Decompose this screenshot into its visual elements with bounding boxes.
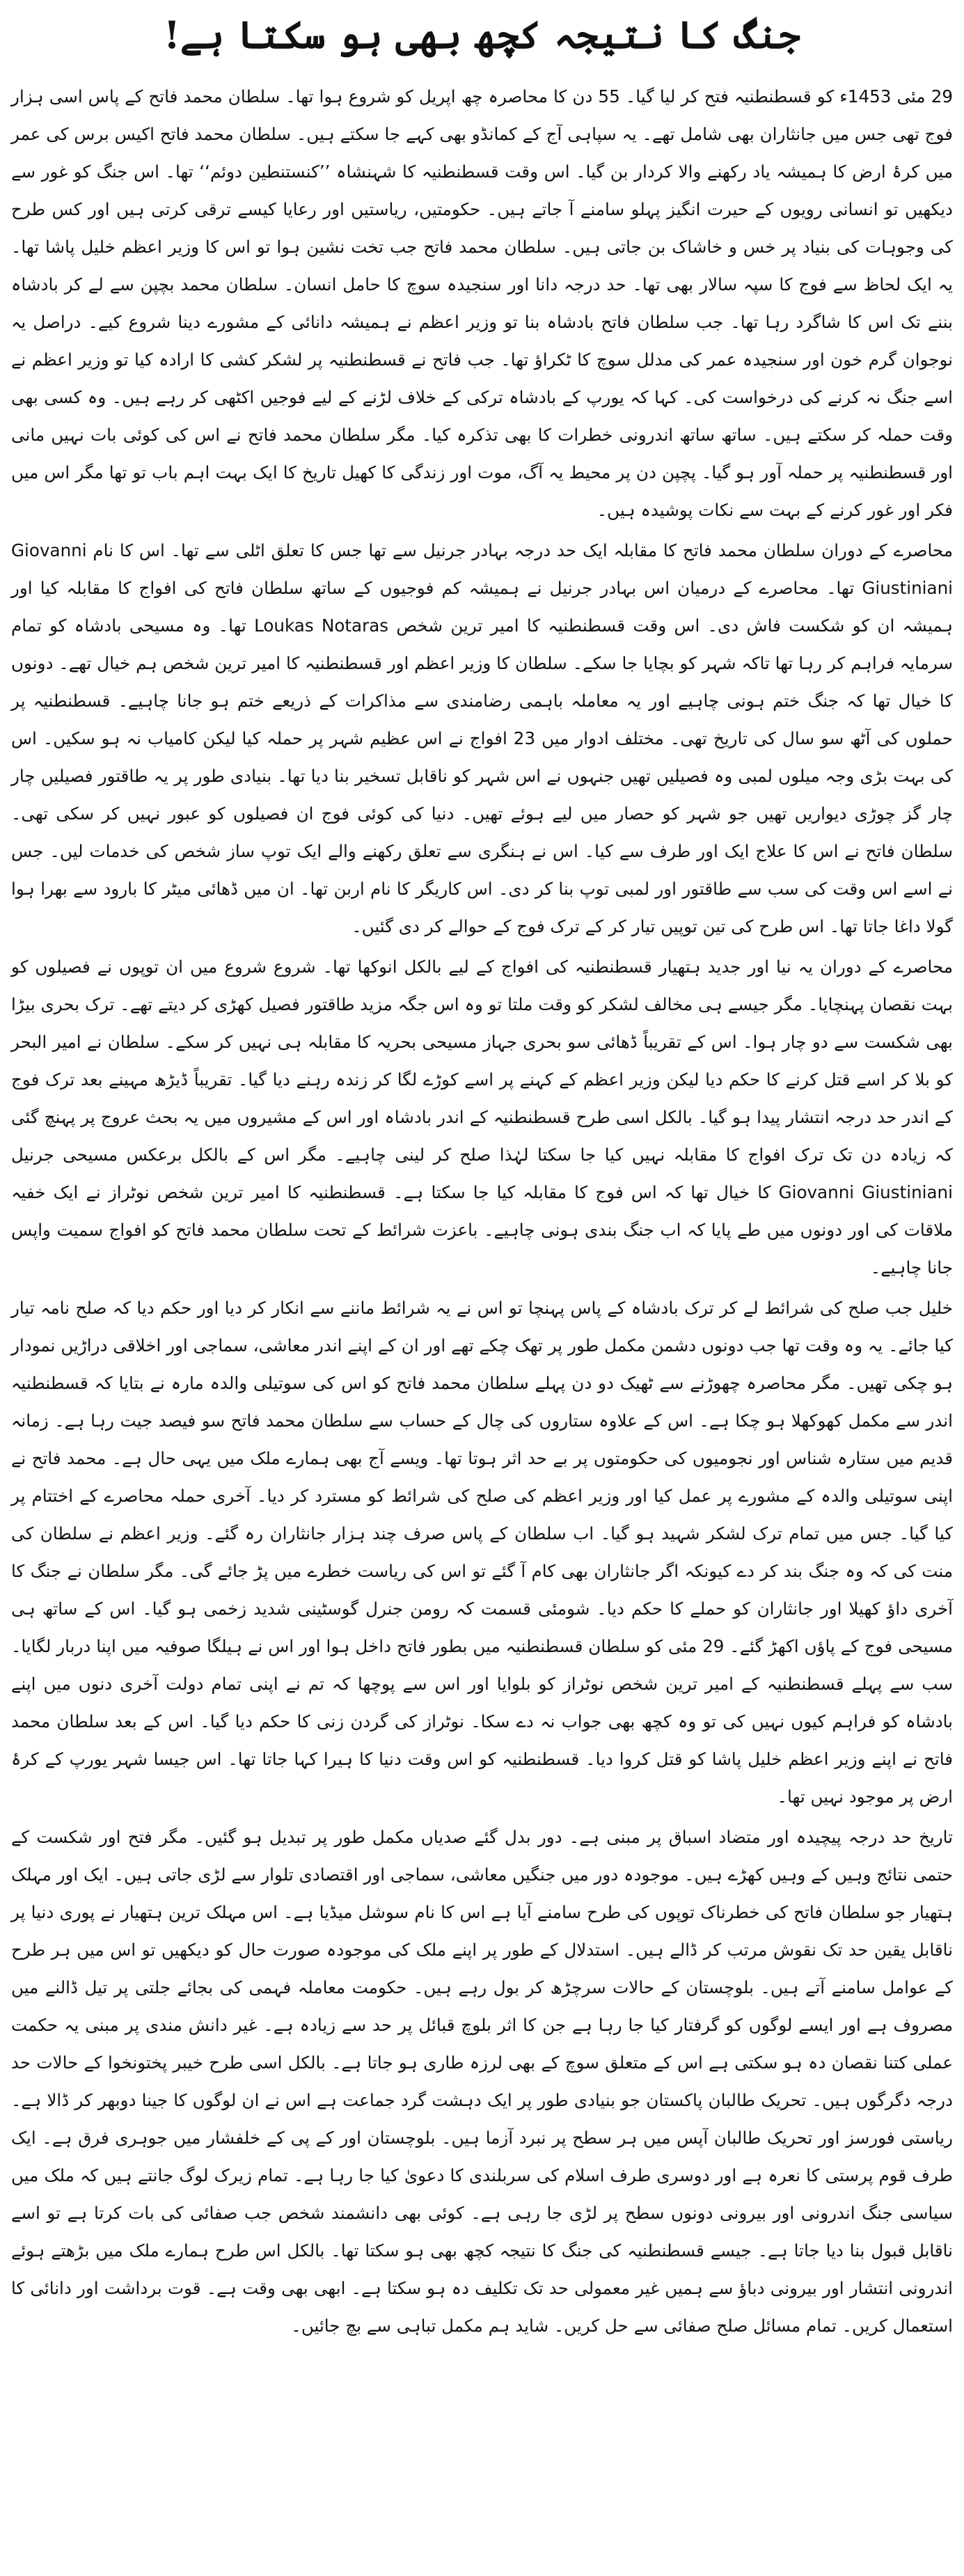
article-paragraph-1: 29 مئی 1453ء کو قسطنطنیہ فتح کر لیا گیا۔ 55 دن کا محاصرہ چھ اپریل کو شروع ہوا تھا۔ سلطان محمد فاتح کے پاس اسی ہزار فوج تھی جس میں جانثاران بھی شامل تھے۔ یہ سپاہی آج کے کمانڈو بھی کہے جا سکتے ہیں۔ سلطان محمد فاتح اکیس برس کی عمر میں کرۂ ارض کا ہمیشہ یاد رکھنے والا کردار بن گیا۔ اس وقت قسطنطنیہ کا شہنشاہ ’’کنستنطین دوئم‘‘ تھا۔ اس جنگ کو غور سے دیکھیں تو انسانی رویوں کے حیرت انگیز پہلو سامنے آ جاتے ہیں۔ حکومتیں، ریاستیں اور رعایا کیسے ترقی کرتی ہیں اور کس طرح کی وجوہات کی بنیاد پر خس و خاشاک بن جاتی ہیں۔ سلطان محمد فاتح جب تخت نشین ہوا تو اس کا وزیر اعظم خلیل پاشا تھا۔ یہ ایک لحاظ سے فوج کا سپہ سالار بھی تھا۔ حد درجہ دانا اور سنجیدہ سوچ کا حامل انسان۔ سلطان محمد بچپن سے لے کر بادشاہ بننے تک اس کا شاگرد رہا تھا۔ جب سلطان فاتح بادشاہ بنا تو وزیر اعظم نے ہمیشہ دانائی کے مشورے دینا شروع کیے۔ دراصل یہ نوجوان گرم خون اور سنجیدہ عمر کی مدلل سوچ کا ٹکراؤ تھا۔ جب فاتح نے قسطنطنیہ پر لشکر کشی کا ارادہ کیا تو وزیر اعظم نے اسے جنگ نہ کرنے کی درخواست کی۔ کہا کہ یورپ کے بادشاہ ترکی کے خلاف لڑنے کے لیے فوجیں اکٹھی کر رہے ہیں۔ وہ کسی بھی وقت حملہ کر سکتے ہیں۔ ساتھ ساتھ اندرونی خطرات کا بھی تذکرہ کیا۔ مگر سلطان محمد فاتح نے اس کی کوئی بات نہیں مانی اور قسطنطنیہ پر حملہ آور ہو گیا۔ پچپن دن پر محیط یہ آگ، موت اور زندگی کا کھیل تاریخ کا ایک بہت اہم باب تو تھا مگر اس میں فکر اور غور کرنے کے بہت سے نکات پوشیدہ ہیں۔ xyxy=(11,86,953,520)
article-paragraph-2: محاصرے کے دوران سلطان محمد فاتح کا مقابلہ ایک حد درجہ بہادر جرنیل سے تھا جس کا تعلق اٹلی سے تھا۔ اس کا نام Giovanni Giustiniani تھا۔ محاصرے کے درمیان اس بہادر جرنیل نے ہمیشہ کم فوجیوں کے ساتھ سلطان فاتح کی افواج کا مقابلہ کیا اور ہمیشہ ان کو شکست فاش دی۔ اس وقت قسطنطنیہ کا امیر ترین شخص Loukas Notaras تھا۔ وہ مسیحی بادشاہ کو تمام سرمایہ فراہم کر رہا تھا تاکہ شہر کو بچایا جا سکے۔ سلطان کا وزیر اعظم اور قسطنطنیہ کا امیر ترین شخص ہم خیال تھے۔ دونوں کا خیال تھا کہ جنگ ختم ہونی چاہیے اور یہ معاملہ باہمی رضامندی سے مذاکرات کے ذریعے ختم ہو جانا چاہیے۔ قسطنطنیہ پر حملوں کی آٹھ سو سال کی تاریخ تھی۔ مختلف ادوار میں 23 افواج نے اس عظیم شہر پر حملہ کیا لیکن کامیاب نہ ہو سکیں۔ اس کی بہت بڑی وجہ میلوں لمبی وہ فصیلیں تھیں جنہوں نے اس شہر کو ناقابل تسخیر بنا دیا تھا۔ بنیادی طور پر یہ طاقتور فصیلیں چار چار گز چوڑی دیواریں تھیں جو شہر کو حصار میں لیے ہوئے تھیں۔ دنیا کی کوئی فوج ان فصیلوں کو عبور نہیں کر سکی تھی۔ سلطان فاتح نے اس کا علاج ایک اور طرف سے کیا۔ اس نے ہنگری سے تعلق رکھنے والے ایک توپ ساز شخص کی خدمات لیں۔ جس نے اسے اس وقت کی سب سے طاقتور اور لمبی توپ بنا کر دی۔ اس کاریگر کا نام اربن تھا۔ ان میں ڈھائی میٹر کا بارود سے بھرا ہوا گولا داغا جاتا تھا۔ اس طرح کی تین توپیں تیار کر کے ترک فوج کے حوالے کر دی گئیں۔ xyxy=(11,540,953,936)
article-paragraph-4: خلیل جب صلح کی شرائط لے کر ترک بادشاہ کے پاس پہنچا تو اس نے یہ شرائط ماننے سے انکار کر دیا اور حکم دیا کہ صلح نامہ تیار کیا جائے۔ یہ وہ وقت تھا جب دونوں دشمن مکمل طور پر تھک چکے تھے اور ان کے اپنے اندر معاشی، سماجی اور اخلاقی دراڑیں نمودار ہو چکی تھیں۔ مگر محاصرہ چھوڑنے سے ٹھیک دو دن پہلے سلطان محمد فاتح کو اس کی سوتیلی والدہ مارہ نے بتایا کہ قسطنطنیہ اندر سے مکمل کھوکھلا ہو چکا ہے۔ اس کے علاوہ ستاروں کی چال کے حساب سے سلطان محمد فاتح سو فیصد جیت رہا ہے۔ زمانہ قدیم میں ستارہ شناس اور نجومیوں کی حکومتوں پر بے حد اثر ہوتا تھا۔ ویسے آج بھی ہمارے ملک میں یہی حال ہے۔ محمد فاتح نے اپنی سوتیلی والدہ کے مشورے پر عمل کیا اور وزیر اعظم کی صلح کی شرائط کو مسترد کر دیا۔ آخری حملہ محاصرے کے اختتام پر کیا گیا۔ جس میں تمام ترک لشکر شہید ہو گیا۔ اب سلطان کے پاس صرف چند ہزار جانثاران رہ گئے۔ وزیر اعظم نے سلطان کی منت کی کہ وہ جنگ بند کر دے کیونکہ اگر جانثاران بھی کام آ گئے تو اس کی ریاست خطرے میں پڑ جائے گی۔ مگر سلطان نے جنگ کا آخری داؤ کھیلا اور جانثاران کو حملے کا حکم دیا۔ شومئی قسمت کہ رومن جنرل گوسٹینی شدید زخمی ہو گیا۔ اس کے ساتھ ہی مسیحی فوج کے پاؤں اکھڑ گئے۔ 29 مئی کو سلطان قسطنطنیہ میں بطور فاتح داخل ہوا اور اس نے ہیلگا صوفیہ میں اپنا دربار لگایا۔ سب سے پہلے قسطنطنیہ کے امیر ترین شخص نوٹراز کو بلوایا اور اس سے پوچھا کہ تم نے اپنی تمام دولت آخری دنوں میں اپنے بادشاہ کو فراہم کیوں نہیں کی تو وہ کچھ بھی جواب نہ دے سکا۔ نوٹراز کی گردن زنی کا حکم دیا گیا۔ اس کے بعد سلطان محمد فاتح نے اپنے وزیر اعظم خلیل پاشا کو قتل کروا دیا۔ قسطنطنیہ کو اس وقت دنیا کا ہیرا کہا جاتا تھا۔ اس جیسا شہر یورپ کے کرۂ ارض پر موجود نہیں تھا۔ xyxy=(11,1298,953,1807)
article-paragraph-3: محاصرے کے دوران یہ نیا اور جدید ہتھیار قسطنطنیہ کی افواج کے لیے بالکل انوکھا تھا۔ شروع شروع میں ان توپوں نے فصیلوں کو بہت نقصان پہنچایا۔ مگر جیسے ہی مخالف لشکر کو وقت ملتا تو وہ اس جگہ مزید طاقتور فصیل کھڑی کر دیتے تھے۔ ترک بحری بیڑا بھی شکست سے دو چار ہوا۔ اس کے تقریباً ڈھائی سو بحری جہاز مسیحی بحریہ کا مقابلہ ہی نہیں کر سکے۔ سلطان نے امیر البحر کو بلا کر اسے قتل کرنے کا حکم دیا لیکن وزیر اعظم کے کہنے پر اسے کوڑے لگا کر زندہ رہنے دیا گیا۔ تقریباً ڈیڑھ مہینے بعد ترک فوج کے اندر حد درجہ انتشار پیدا ہو گیا۔ بالکل اسی طرح قسطنطنیہ کے اندر بادشاہ اور اس کے مشیروں میں یہ بحث عروج پر پہنچ گئی کہ زیادہ دن تک ترک افواج کا مقابلہ نہیں کیا جا سکتا لہٰذا صلح کر لینی چاہیے۔ مگر اس کے بالکل برعکس مسیحی جرنیل Giovanni Giustiniani کا خیال تھا کہ اس فوج کا مقابلہ کیا جا سکتا ہے۔ قسطنطنیہ کا امیر ترین شخص نوٹراز نے ایک خفیہ ملاقات کی اور دونوں میں طے پایا کہ اب جنگ بندی ہونی چاہیے۔ باعزت شرائط کے تحت سلطان محمد فاتح کو افواج سمیت واپس جانا چاہیے۔ xyxy=(11,957,953,1278)
article-headline: جنگ کا نتیجہ کچھ بھی ہو سکتا ہے! xyxy=(164,13,800,57)
article-paragraph-5: تاریخ حد درجہ پیچیدہ اور متضاد اسباق پر مبنی ہے۔ دور بدل گئے صدیاں مکمل طور پر تبدیل ہو گئیں۔ مگر فتح اور شکست کے حتمی نتائج وہیں کے وہیں کھڑے ہیں۔ موجودہ دور میں جنگیں معاشی، سماجی اور اقتصادی تلوار سے لڑی جاتی ہیں۔ ایک اور مہلک ہتھیار جو سلطان فاتح کی خطرناک توپوں کی طرح سامنے آیا ہے اس کا نام سوشل میڈیا ہے۔ اس مہلک ترین ہتھیار نے پوری دنیا پر ناقابل یقین حد تک نقوش مرتب کر ڈالے ہیں۔ استدلال کے طور پر اپنے ملک کی موجودہ صورت حال کو دیکھیں تو اس میں ہر طرح کے عوامل سامنے آتے ہیں۔ بلوچستان کے حالات سرچڑھ کر بول رہے ہیں۔ حکومت معاملہ فہمی کی بجائے جلتی پر تیل ڈالنے میں مصروف ہے اور ایسے لوگوں کو گرفتار کیا جا رہا ہے جن کا اثر بلوچ قبائل پر حد سے زیادہ ہے۔ غیر دانش مندی پر مبنی یہ حکمت عملی کتنا نقصان دہ ہو سکتی ہے اس کے متعلق سوچ کے بھی لرزہ طاری ہو جاتا ہے۔ بالکل اسی طرح خیبر پختونخوا کے حالات حد درجہ دگرگوں ہیں۔ تحریک طالبان پاکستان جو بنیادی طور پر ایک دہشت گرد جماعت ہے اس نے ان لوگوں کا جینا دوبھر کر ڈالا ہے۔ ریاستی فورسز اور تحریک طالبان آپس میں ہر سطح پر نبرد آزما ہیں۔ بلوچستان اور کے پی کے خلفشار میں جوہری فرق ہے۔ ایک طرف قوم پرستی کا نعرہ ہے اور دوسری طرف اسلام کی سربلندی کا دعویٰ کیا جا رہا ہے۔ تمام زیرک لوگ جانتے ہیں کہ ملک میں سیاسی جنگ اندرونی اور بیرونی دونوں سطح پر لڑی جا رہی ہے۔ کوئی بھی دانشمند شخص جب صفائی کی بات کرتا ہے تو اسے ناقابل قبول بنا دیا جاتا ہے۔ جیسے قسطنطنیہ کی جنگ کا نتیجہ کچھ بھی ہو سکتا تھا۔ بالکل اس طرح ہمارے ملک میں بڑھتے ہوئے اندرونی انتشار اور بیرونی دباؤ سے ہمیں غیر معمولی حد تک تکلیف دہ ہو سکتا ہے۔ ابھی بھی وقت ہے۔ قوت برداشت اور دانائی کا استعمال کریں۔ تمام مسائل صلح صفائی سے حل کریں۔ شاید ہم مکمل تباہی سے بچ جائیں۔ xyxy=(11,1827,953,2336)
